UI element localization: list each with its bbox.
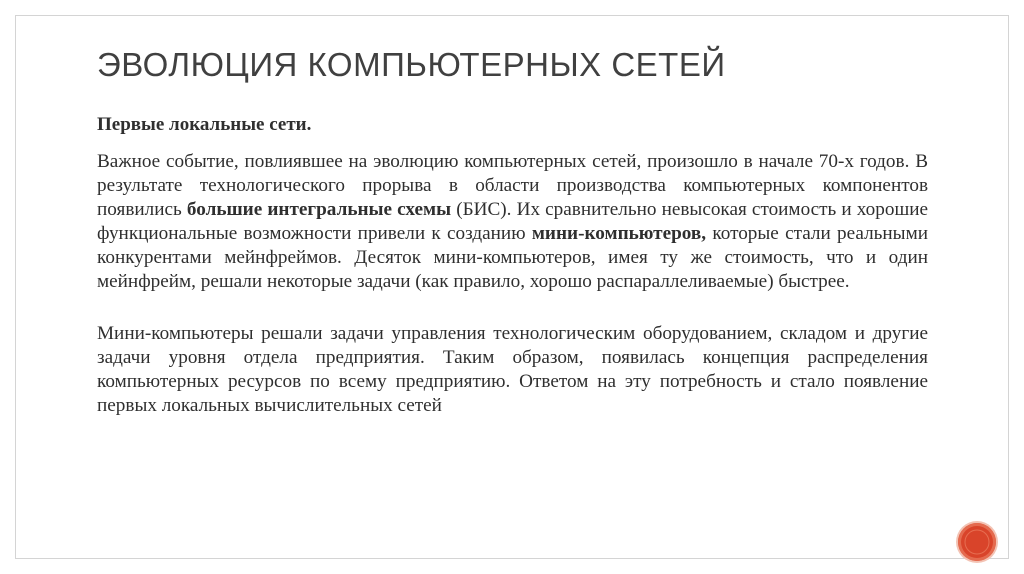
paragraph-1-bold-1: большие интегральные схемы <box>186 199 452 220</box>
paragraph-2: Мини-компьютеры решали задачи управления технологическим оборудованием, складом и другие задачи уровня отдела предприятия. Таким образом, появилась концепция распределения компьютерных ресурсов по всему предприятию. Ответом на эту потребность и стало появление первых локальных вычислительных сетей <box>97 323 928 416</box>
slide-title: ЭВОЛЮЦИЯ КОМПЬЮТЕРНЫХ СЕТЕЙ <box>97 46 726 83</box>
next-slide-button[interactable] <box>958 523 996 561</box>
paragraph-1-text-1: Важное событие, повлиявшее на эволюцию компьютерных сетей, произошло в начале 70-х годов. В результате технологического прорыва в области производства компьютерных компонентов появились <box>97 151 928 220</box>
section-subheading: Первые локальные сети. <box>97 114 312 135</box>
paragraph-1 <box>97 150 928 294</box>
paragraph-1-bold-2: мини-компьютеров, <box>531 223 707 244</box>
paragraph-1-text-2: (БИС). Их сравнительно невысокая стоимость и хорошие функциональные возможности привели к созданию <box>97 199 929 244</box>
circle-button-icon <box>958 523 996 561</box>
paragraph-1-text-3: которые стали реальными конкурентами мейнфреймов. Десяток мини-компьютеров, имея ту же стоимость, что и один мейнфрейм, решали некоторые задачи (как правило, хорошо распараллеливаемые) быстрее. <box>97 223 928 292</box>
